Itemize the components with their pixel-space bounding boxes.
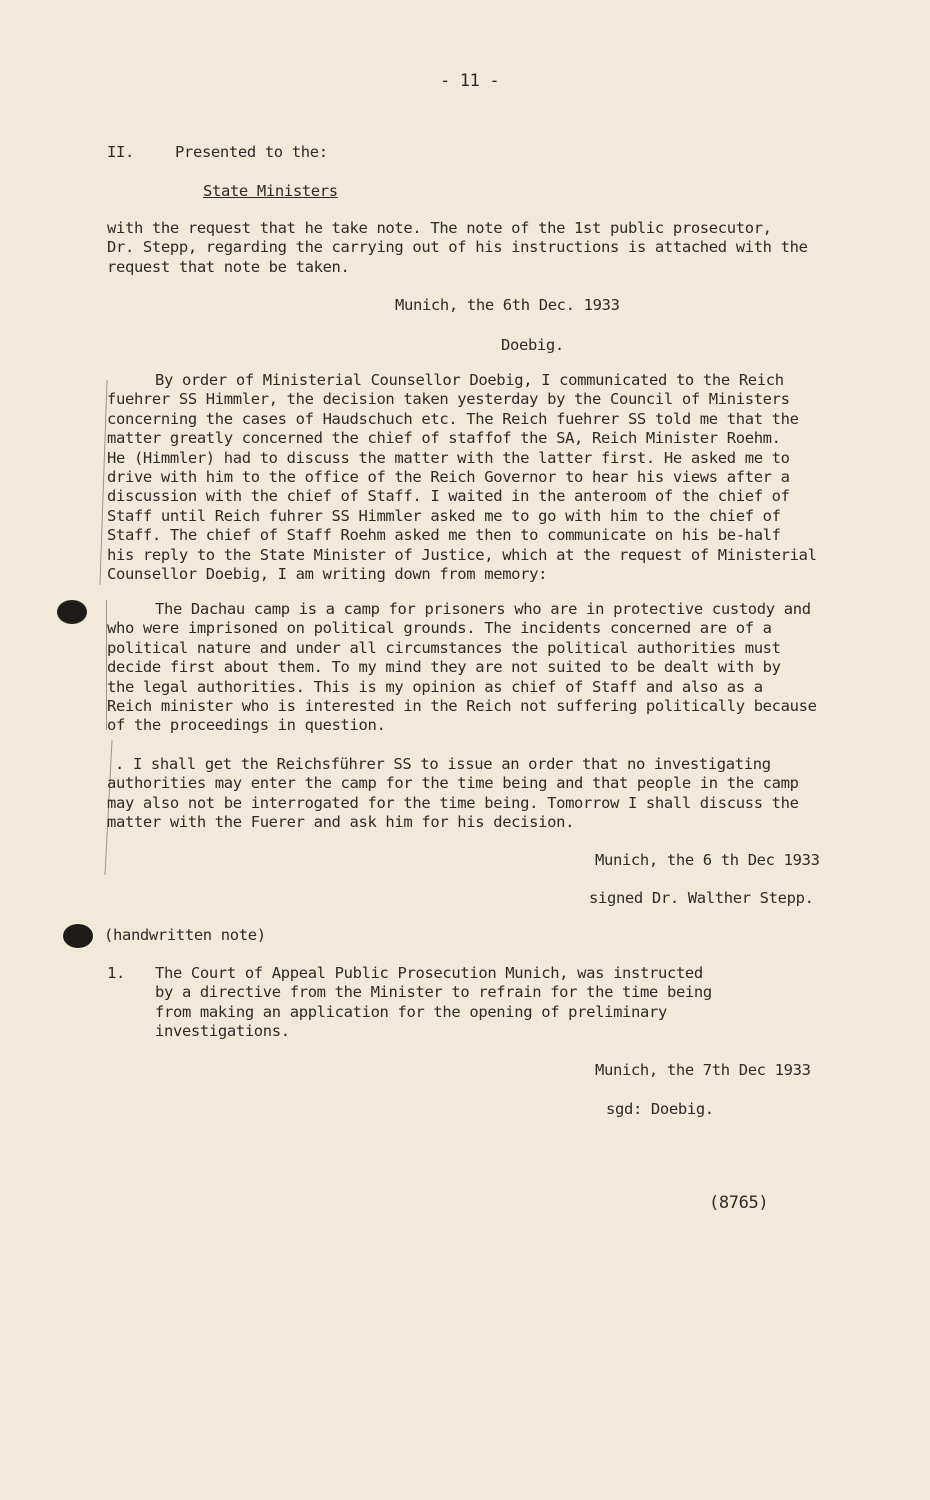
text-line: Reich minister who is interested in the Reich not suffering politically because [107, 697, 817, 715]
text-line: The Court of Appeal Public Prosecution Munich, was instructed [155, 964, 703, 982]
text-line: He (Himmler) had to discuss the matter with the latter first. He asked me to [107, 448, 790, 467]
handwritten-note-label: (handwritten note) [104, 926, 266, 944]
text-line: with the request that he take note. The note of the 1st public prosecutor, [107, 219, 772, 237]
signature: sgd: Doebig. [606, 1100, 714, 1118]
item-number: 1. [107, 964, 125, 982]
text-line: discussion with the chief of Staff. I waited in the anteroom of the chief of [107, 487, 790, 506]
page-number: - 11 - [440, 71, 500, 91]
punch-hole-icon [57, 600, 87, 624]
text-line: concerning the cases of Haudschuch etc. The Reich fuehrer SS told me that the [107, 409, 799, 428]
text-line: political nature and under all circumstances the political authorities must [107, 638, 781, 657]
text-line: his reply to the State Minister of Justice, which at the request of Ministerial [107, 545, 817, 564]
place-date: Munich, the 7th Dec 1933 [595, 1061, 811, 1079]
place-date: Munich, the 6 th Dec 1933 [595, 851, 820, 869]
text-line: authorities may enter the camp for the time being and that people in the camp [107, 774, 799, 793]
text-line: of the proceedings in question. [107, 716, 386, 735]
text-line: request that note be taken. [107, 257, 350, 276]
place-date: Munich, the 6th Dec. 1933 [395, 296, 620, 314]
text-line: Staff. The chief of Staff Roehm asked me then to communicate on his be-half [107, 526, 781, 545]
text-line: Counsellor Doebig, I am writing down from memory: [107, 565, 548, 583]
text-line: investigations. [155, 1022, 290, 1041]
text-line: The Dachau camp is a camp for prisoners who are in protective custody and [155, 600, 811, 618]
text-line: matter with the Fuerer and ask him for his decision. [107, 813, 575, 832]
signature: signed Dr. Walther Stepp. [589, 889, 814, 907]
section-numeral: II. [107, 143, 134, 161]
text-line: Staff until Reich fuhrer SS Himmler asked me to go with him to the chief of [107, 506, 781, 525]
text-line: . I shall get the Reichsführer SS to issue an order that no investigating [115, 755, 771, 773]
text-line: the legal authorities. This is my opinion as chief of Staff and also as a [107, 677, 763, 696]
text-line: from making an application for the opening of preliminary [155, 1002, 667, 1021]
document-number: (8765) [709, 1193, 769, 1213]
text-line: may also not be interrogated for the time being. Tomorrow I shall discuss the [107, 793, 799, 812]
text-line: by a directive from the Minister to refrain for the time being [155, 983, 712, 1002]
text-line: Dr. Stepp, regarding the carrying out of his instructions is attached with the [107, 238, 808, 257]
text-line: decide first about them. To my mind they are not suited to be dealt with by [107, 658, 781, 677]
text-line: matter greatly concerned the chief of staffof the SA, Reich Minister Roehm. [107, 429, 781, 448]
addressee: State Ministers [203, 182, 338, 200]
section-heading: Presented to the: [175, 143, 328, 161]
text-line: By order of Ministerial Counsellor Doebig, I communicated to the Reich [155, 371, 784, 389]
text-line: fuehrer SS Himmler, the decision taken yesterday by the Council of Ministers [107, 390, 790, 409]
text-line: who were imprisoned on political grounds. The incidents concerned are of a [107, 619, 772, 638]
punch-hole-icon [63, 924, 93, 948]
signature: Doebig. [501, 336, 564, 354]
text-line: drive with him to the office of the Reich Governor to hear his views after a [107, 468, 790, 486]
